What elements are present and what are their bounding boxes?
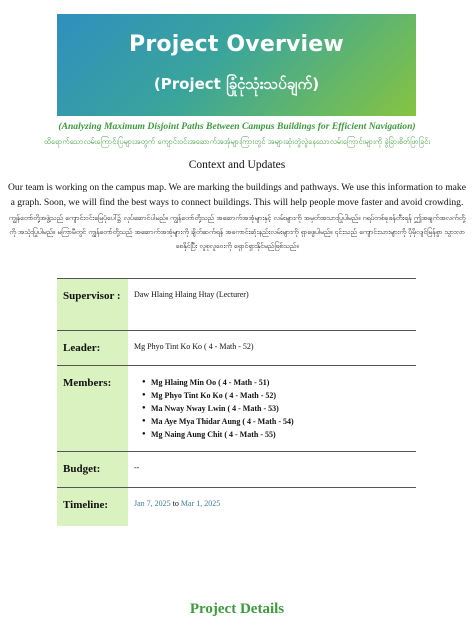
timeline-end-date: Mar 1, 2025 [180,499,221,508]
context-paragraph-my: ကျွန်တော်တို့အဖွဲ့သည် ကျောင်းဝင်းမြေပုံပေါ်၌ လုပ်ဆောင်ပါမည်။ ကျွန်တော်တို့သည် အဆောက်အအုံများနှင့် လမ်းများကို အမှတ်အသားပြုပါမည်။ ဂရပ်တစ်ခုဖန်တီးရန် ဤအချက်အလက်တို့ကို အသုံးပြုပါမည်။ မကြာမီတွင် ကျွန်တော်တို့သည် အဆောက်အအုံများကို ချိတ်ဆက်ရန် အကောင်းဆုံးနည်းလမ်းများကို ရှာဖွေပါမည်။ ၎င်းသည် ကျောင်းသားများကို ပိုမိုလျင်မြန်စွာ သွားလာစေနိုင်ပြီး လူစုလူဝေးကို ရှောင်ရှားနိုင်မည်ဖြစ်သည်။ [8,214,466,250]
table-row-timeline [57,488,416,526]
members-label: Members: [57,366,128,451]
page-title: Project Overview [129,32,344,57]
page-subtitle: (Project ခြုံငုံသုံးသပ်ချက်) [153,75,320,93]
leader-label: Leader: [57,331,128,365]
timeline-value [128,488,416,526]
list-item: ● Mg Naing Aung Chit ( 4 - Math - 55) [142,428,410,441]
timeline-label: Timeline: [57,488,128,526]
budget-value: -- [134,463,140,472]
table-row-members [57,366,416,452]
members-value [128,366,416,451]
leader-value: Mg Phyo Tint Ko Ko ( 4 - Math - 52) [134,342,254,351]
table-row-budget [57,452,416,488]
project-details-heading: Project Details [189,601,285,617]
list-item: ● Ma Nway Nway Lwin ( 4 - Math - 53) [142,402,410,415]
context-heading: Context and Updates [188,159,286,171]
header-banner [57,14,416,116]
project-info-table [57,278,416,526]
project-description-my: ထိရောက်သောလမ်းကြောင်းပြများအတွက် ကျောင်းဝင်းအဆောက်အအုံများကြားတွင် အများဆုံးတွဲလွဲနေသောလမ်းကြောင်းများကို ခွဲခြားစိတ်ဖြာခြင်း [43,137,431,146]
list-item: ● Mg Hlaing Min Oo ( 4 - Math - 51) [142,376,410,389]
timeline-separator: to [170,499,181,508]
table-row-supervisor [57,278,416,331]
timeline-start-date: Jan 7, 2025 [134,499,171,508]
table-row-leader [57,331,416,366]
supervisor-label: Supervisor : [57,279,128,330]
list-item: ● Ma Aye Mya Thidar Aung ( 4 - Math - 54) [142,415,410,428]
supervisor-value: Daw Hlaing Hlaing Htay (Lecturer) [134,290,249,299]
context-paragraph-en: Our team is working on the campus map. We are marking the buildings and pathways. We use this information to make a graph. Soon, we will find the best ways to connect buildings. This will help people move faster and avoid crowding. [8,182,466,208]
project-description-en: (Analyzing Maximum Disjoint Paths Between Campus Buildings for Efficient Navigation) [58,121,416,132]
list-item: ● Mg Phyo Tint Ko Ko ( 4 - Math - 52) [142,389,410,402]
budget-label: Budget: [57,452,128,487]
members-list [134,376,410,441]
